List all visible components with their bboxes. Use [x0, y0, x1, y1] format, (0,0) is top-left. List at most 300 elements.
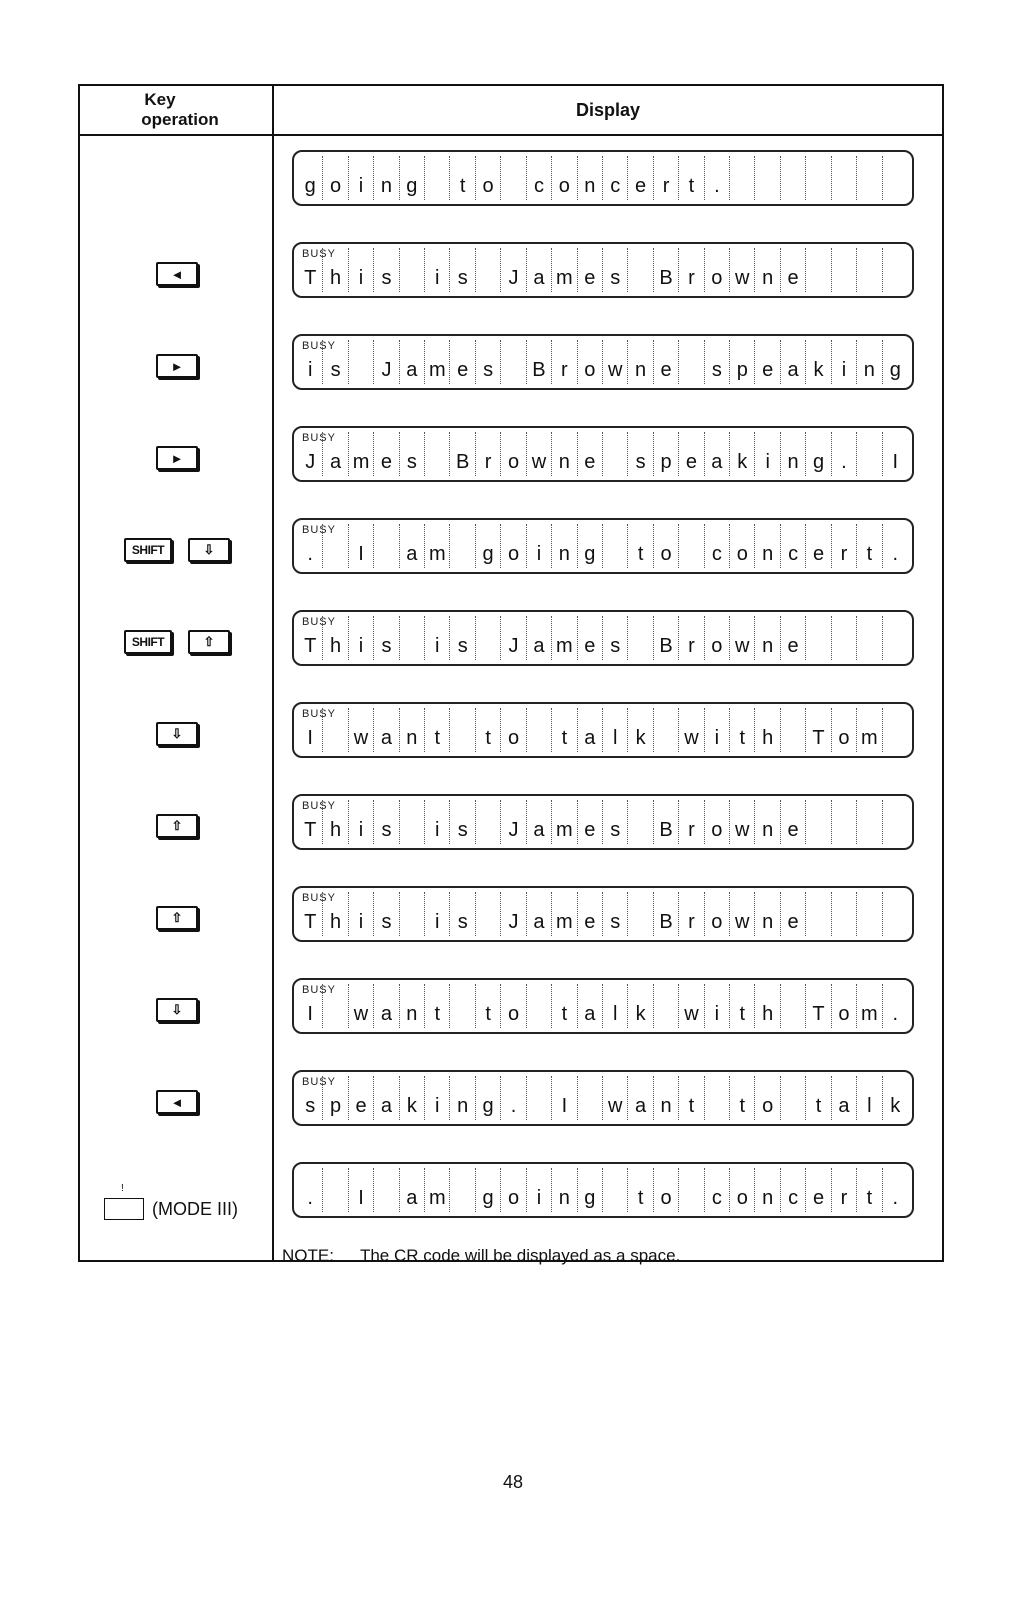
- char-cell: [781, 984, 806, 1028]
- char-cell: o: [654, 1168, 679, 1212]
- char-cell: s: [603, 616, 628, 660]
- cursor-left-key-icon: ◄: [156, 1090, 198, 1114]
- char-cell: [832, 800, 857, 844]
- char-cell: e: [578, 248, 603, 292]
- char-cell: [628, 892, 653, 936]
- char-cell: n: [578, 156, 603, 200]
- char-cell: [857, 156, 882, 200]
- char-cell: n: [755, 892, 780, 936]
- char-cell: [527, 708, 552, 752]
- lcd-display: [292, 610, 914, 666]
- char-cell: [450, 708, 475, 752]
- shift-key: SHIFT: [124, 630, 172, 654]
- char-cell: [476, 248, 501, 292]
- char-cell: [857, 892, 882, 936]
- char-cell: a: [527, 892, 552, 936]
- key-operation-cell: [80, 688, 272, 780]
- lcd-display: [292, 978, 914, 1034]
- char-cell: o: [730, 524, 755, 568]
- char-cell: a: [374, 708, 399, 752]
- table-row: [80, 1056, 942, 1148]
- table-row: [80, 596, 942, 688]
- char-cell: [400, 616, 425, 660]
- char-cell: m: [425, 340, 450, 384]
- char-cell: s: [298, 1076, 323, 1120]
- char-cell: [883, 800, 908, 844]
- char-cell: w: [349, 708, 374, 752]
- cursor-right-key-icon: ►: [156, 446, 198, 470]
- scroll-up-key-icon: ⇧: [156, 906, 198, 930]
- char-cell: o: [832, 708, 857, 752]
- char-cell: s: [450, 248, 475, 292]
- char-cell: m: [552, 248, 577, 292]
- key-sequence: [156, 262, 198, 286]
- char-cell: t: [628, 1168, 653, 1212]
- char-cell: r: [832, 1168, 857, 1212]
- char-cell: r: [552, 340, 577, 384]
- lcd-display: [292, 518, 914, 574]
- char-cell: s: [374, 892, 399, 936]
- char-cell: e: [806, 1168, 831, 1212]
- char-cell: .: [832, 432, 857, 476]
- key-sequence: [156, 998, 198, 1022]
- char-cell: [501, 340, 526, 384]
- char-cell: i: [425, 800, 450, 844]
- char-cell: B: [654, 248, 679, 292]
- char-cell: i: [349, 156, 374, 200]
- char-cell: [628, 616, 653, 660]
- char-cell: J: [501, 892, 526, 936]
- char-cell: w: [679, 708, 704, 752]
- char-cell: o: [501, 708, 526, 752]
- char-cell: o: [705, 616, 730, 660]
- table-row: [80, 964, 942, 1056]
- key-operation-cell: [80, 964, 272, 1056]
- char-cell: [425, 156, 450, 200]
- char-cell: o: [552, 156, 577, 200]
- key-operation-cell: [80, 1148, 272, 1240]
- char-cell: a: [832, 1076, 857, 1120]
- char-cell: T: [298, 800, 323, 844]
- char-cell: T: [298, 616, 323, 660]
- char-cell: k: [628, 984, 653, 1028]
- table-row: [80, 412, 942, 504]
- char-cell: t: [552, 708, 577, 752]
- char-cell: t: [730, 708, 755, 752]
- char-cell: c: [705, 1168, 730, 1212]
- cursor-left-key-icon: ◄: [156, 262, 198, 286]
- char-cell: [883, 708, 908, 752]
- display-cell: [274, 228, 942, 320]
- char-cell: n: [628, 340, 653, 384]
- char-cell: g: [476, 1076, 501, 1120]
- char-cell: p: [730, 340, 755, 384]
- char-cell: g: [578, 1168, 603, 1212]
- char-cell: s: [323, 340, 348, 384]
- char-cell: [527, 984, 552, 1028]
- char-cell: s: [476, 340, 501, 384]
- char-cell: t: [857, 1168, 882, 1212]
- char-cell: .: [298, 1168, 323, 1212]
- char-cell: h: [323, 248, 348, 292]
- busy-indicator: BUSY: [302, 984, 336, 996]
- char-cell: o: [832, 984, 857, 1028]
- char-cell: w: [603, 340, 628, 384]
- key-header-line1: Key: [144, 90, 176, 109]
- char-cell: t: [730, 1076, 755, 1120]
- char-cell: w: [730, 800, 755, 844]
- char-cell: B: [654, 616, 679, 660]
- char-cell: [374, 1168, 399, 1212]
- char-cell: k: [890, 1095, 901, 1117]
- char-cell: w: [679, 984, 704, 1028]
- key-sequence: [156, 814, 198, 838]
- char-cell: [400, 248, 425, 292]
- char-cell: w: [527, 432, 552, 476]
- char-cell: [806, 616, 831, 660]
- char-cell: a: [578, 984, 603, 1028]
- char-cell: i: [832, 340, 857, 384]
- mode-key: [104, 1183, 238, 1220]
- char-cell: e: [781, 616, 806, 660]
- char-cell: n: [400, 984, 425, 1028]
- char-cell: B: [654, 892, 679, 936]
- char-cell: l: [603, 708, 628, 752]
- display-cell: [274, 872, 942, 964]
- char-cell: a: [323, 432, 348, 476]
- char-cell: T: [298, 892, 323, 936]
- char-cell: [349, 340, 374, 384]
- char-cell: l: [857, 1076, 882, 1120]
- char-cell: s: [374, 616, 399, 660]
- char-cell: n: [450, 1076, 475, 1120]
- char-cell: s: [450, 892, 475, 936]
- char-cell: .: [501, 1076, 526, 1120]
- display-text: [298, 800, 908, 844]
- char-cell: [781, 1076, 806, 1120]
- char-cell: i: [349, 892, 374, 936]
- key-sequence: [156, 722, 198, 746]
- char-cell: i: [425, 892, 450, 936]
- note: [282, 1246, 680, 1266]
- char-cell: [450, 524, 475, 568]
- char-cell: o: [578, 340, 603, 384]
- char-cell: B: [450, 432, 475, 476]
- char-cell: [476, 616, 501, 660]
- char-cell: [628, 248, 653, 292]
- char-cell: o: [705, 800, 730, 844]
- char-cell: w: [730, 616, 755, 660]
- char-cell: [603, 432, 628, 476]
- busy-indicator: BUSY: [302, 800, 336, 812]
- char-cell: h: [755, 708, 780, 752]
- char-cell: n: [755, 800, 780, 844]
- char-cell: s: [603, 800, 628, 844]
- char-cell: e: [374, 432, 399, 476]
- char-cell: a: [400, 1168, 425, 1212]
- char-cell: i: [527, 524, 552, 568]
- char-cell: r: [679, 616, 704, 660]
- key-sequence: [124, 538, 230, 562]
- char-cell: T: [806, 984, 831, 1028]
- char-cell: I: [349, 524, 374, 568]
- table-row: [80, 1148, 942, 1240]
- char-cell: o: [476, 156, 501, 200]
- display-header: Display: [575, 99, 641, 120]
- char-cell: [755, 156, 780, 200]
- busy-indicator: BUSY: [302, 1076, 336, 1088]
- char-cell: r: [679, 892, 704, 936]
- char-cell: t: [425, 708, 450, 752]
- char-cell: e: [679, 432, 704, 476]
- char-cell: [781, 708, 806, 752]
- key-operation-cell: [80, 504, 272, 596]
- shift-key: SHIFT: [124, 538, 172, 562]
- char-cell: .: [892, 1003, 899, 1025]
- scroll-down-key-icon: ⇩: [156, 722, 198, 746]
- lcd-display: [292, 242, 914, 298]
- char-cell: r: [476, 432, 501, 476]
- display-text: [298, 708, 908, 752]
- table-row: [80, 228, 942, 320]
- char-cell: s: [450, 616, 475, 660]
- lcd-display: [292, 886, 914, 942]
- char-cell: n: [755, 1168, 780, 1212]
- busy-indicator: BUSY: [302, 432, 336, 444]
- key-operation-cell: [80, 780, 272, 872]
- display-text: [298, 892, 908, 936]
- table-row: [80, 872, 942, 964]
- char-cell: o: [323, 156, 348, 200]
- table-header: [80, 86, 942, 136]
- page-number: 48: [502, 1472, 524, 1492]
- char-cell: [679, 524, 704, 568]
- char-cell: [883, 156, 908, 200]
- char-cell: k: [730, 432, 755, 476]
- char-cell: a: [781, 340, 806, 384]
- char-cell: [323, 524, 348, 568]
- char-cell: g: [476, 524, 501, 568]
- char-cell: n: [857, 340, 882, 384]
- char-cell: J: [501, 248, 526, 292]
- table-row: [80, 688, 942, 780]
- char-cell: i: [755, 432, 780, 476]
- display-text: [298, 524, 908, 568]
- char-cell: i: [349, 800, 374, 844]
- busy-indicator: BUSY: [302, 340, 336, 352]
- char-cell: [883, 892, 908, 936]
- char-cell: t: [730, 984, 755, 1028]
- table-row: [80, 320, 942, 412]
- char-cell: n: [552, 524, 577, 568]
- char-cell: [476, 892, 501, 936]
- char-cell: n: [654, 1076, 679, 1120]
- char-cell: i: [425, 616, 450, 660]
- char-cell: [857, 432, 882, 476]
- char-cell: i: [349, 616, 374, 660]
- char-cell: t: [679, 156, 704, 200]
- char-cell: a: [527, 800, 552, 844]
- note-label: NOTE:: [282, 1246, 334, 1265]
- blank-key-icon: [104, 1183, 144, 1220]
- lcd-display: [292, 1162, 914, 1218]
- char-cell: [857, 248, 882, 292]
- char-cell: e: [450, 340, 475, 384]
- char-cell: [806, 800, 831, 844]
- lcd-display: [292, 334, 914, 390]
- char-cell: i: [705, 708, 730, 752]
- char-cell: a: [400, 524, 425, 568]
- display-cell: [274, 780, 942, 872]
- char-cell: I: [349, 1168, 374, 1212]
- char-cell: B: [527, 340, 552, 384]
- char-cell: [806, 248, 831, 292]
- char-cell: m: [552, 892, 577, 936]
- char-cell: r: [832, 524, 857, 568]
- char-cell: g: [400, 156, 425, 200]
- char-cell: c: [705, 524, 730, 568]
- char-cell: T: [298, 248, 323, 292]
- char-cell: o: [501, 984, 526, 1028]
- char-cell: o: [705, 892, 730, 936]
- char-cell: o: [501, 1168, 526, 1212]
- note-text: The CR code will be displayed as a space.: [359, 1246, 681, 1265]
- char-cell: [654, 984, 679, 1028]
- busy-indicator: BUSY: [302, 524, 336, 536]
- key-header-line2: operation: [141, 110, 219, 129]
- char-cell: t: [425, 984, 450, 1028]
- char-cell: a: [527, 616, 552, 660]
- char-cell: i: [298, 340, 323, 384]
- char-cell: r: [679, 248, 704, 292]
- char-cell: s: [374, 248, 399, 292]
- key-sequence: [124, 630, 230, 654]
- char-cell: t: [450, 156, 475, 200]
- char-cell: m: [349, 432, 374, 476]
- display-text: [298, 1076, 908, 1120]
- display-cell: [274, 1056, 942, 1148]
- char-cell: c: [603, 156, 628, 200]
- char-cell: [374, 524, 399, 568]
- char-cell: n: [374, 156, 399, 200]
- char-cell: t: [806, 1076, 831, 1120]
- char-cell: e: [654, 340, 679, 384]
- char-cell: a: [374, 1076, 399, 1120]
- char-cell: i: [425, 1076, 450, 1120]
- char-cell: e: [349, 1076, 374, 1120]
- char-cell: r: [654, 156, 679, 200]
- scroll-down-key-icon: ⇩: [156, 998, 198, 1022]
- char-cell: w: [730, 248, 755, 292]
- char-cell: h: [323, 616, 348, 660]
- char-cell: [832, 248, 857, 292]
- char-cell: n: [552, 432, 577, 476]
- char-cell: i: [705, 984, 730, 1028]
- char-cell: [832, 892, 857, 936]
- lcd-display: [292, 426, 914, 482]
- char-cell: e: [755, 340, 780, 384]
- char-cell: t: [476, 708, 501, 752]
- char-cell: .: [892, 543, 899, 565]
- char-cell: c: [527, 156, 552, 200]
- char-cell: o: [654, 524, 679, 568]
- char-cell: t: [857, 524, 882, 568]
- char-cell: B: [654, 800, 679, 844]
- char-cell: J: [374, 340, 399, 384]
- char-cell: [603, 1168, 628, 1212]
- char-cell: J: [501, 616, 526, 660]
- char-cell: k: [806, 340, 831, 384]
- char-cell: [705, 1076, 730, 1120]
- char-cell: e: [781, 892, 806, 936]
- char-cell: g: [578, 524, 603, 568]
- char-cell: [730, 156, 755, 200]
- char-cell: e: [578, 432, 603, 476]
- char-cell: a: [527, 248, 552, 292]
- char-cell: w: [730, 892, 755, 936]
- char-cell: g: [806, 432, 831, 476]
- char-cell: e: [781, 248, 806, 292]
- char-cell: [679, 1168, 704, 1212]
- char-cell: e: [578, 616, 603, 660]
- char-cell: a: [628, 1076, 653, 1120]
- key-operation-cell: [80, 320, 272, 412]
- char-cell: e: [781, 800, 806, 844]
- char-cell: h: [323, 800, 348, 844]
- char-cell: t: [628, 524, 653, 568]
- char-cell: [883, 248, 908, 292]
- scroll-up-key-icon: ⇧: [156, 814, 198, 838]
- char-cell: [450, 984, 475, 1028]
- display-cell: [274, 596, 942, 688]
- char-cell: I: [298, 984, 323, 1028]
- key-operation-table: [78, 84, 944, 1262]
- char-cell: p: [654, 432, 679, 476]
- char-cell: m: [552, 616, 577, 660]
- char-cell: n: [400, 708, 425, 752]
- char-cell: p: [323, 1076, 348, 1120]
- char-cell: e: [628, 156, 653, 200]
- key-operation-cell: [80, 228, 272, 320]
- char-cell: o: [501, 432, 526, 476]
- char-cell: n: [781, 432, 806, 476]
- char-cell: w: [603, 1076, 628, 1120]
- char-cell: [323, 708, 348, 752]
- char-cell: [450, 1168, 475, 1212]
- display-text: [298, 248, 908, 292]
- char-cell: [883, 616, 908, 660]
- display-cell: [274, 504, 942, 596]
- display-text: [298, 984, 908, 1028]
- char-cell: e: [806, 524, 831, 568]
- mode-label: (MODE III): [152, 1199, 238, 1219]
- char-cell: o: [705, 248, 730, 292]
- char-cell: e: [578, 892, 603, 936]
- char-cell: [806, 156, 831, 200]
- char-cell: r: [679, 800, 704, 844]
- display-text: [298, 432, 908, 476]
- char-cell: J: [298, 432, 323, 476]
- char-cell: w: [349, 984, 374, 1028]
- char-cell: t: [679, 1076, 704, 1120]
- table-row: [80, 136, 942, 228]
- char-cell: [832, 616, 857, 660]
- char-cell: [603, 524, 628, 568]
- char-cell: .: [705, 156, 730, 200]
- busy-indicator: BUSY: [302, 248, 336, 260]
- display-cell: [274, 688, 942, 780]
- key-operation-cell: [80, 136, 272, 228]
